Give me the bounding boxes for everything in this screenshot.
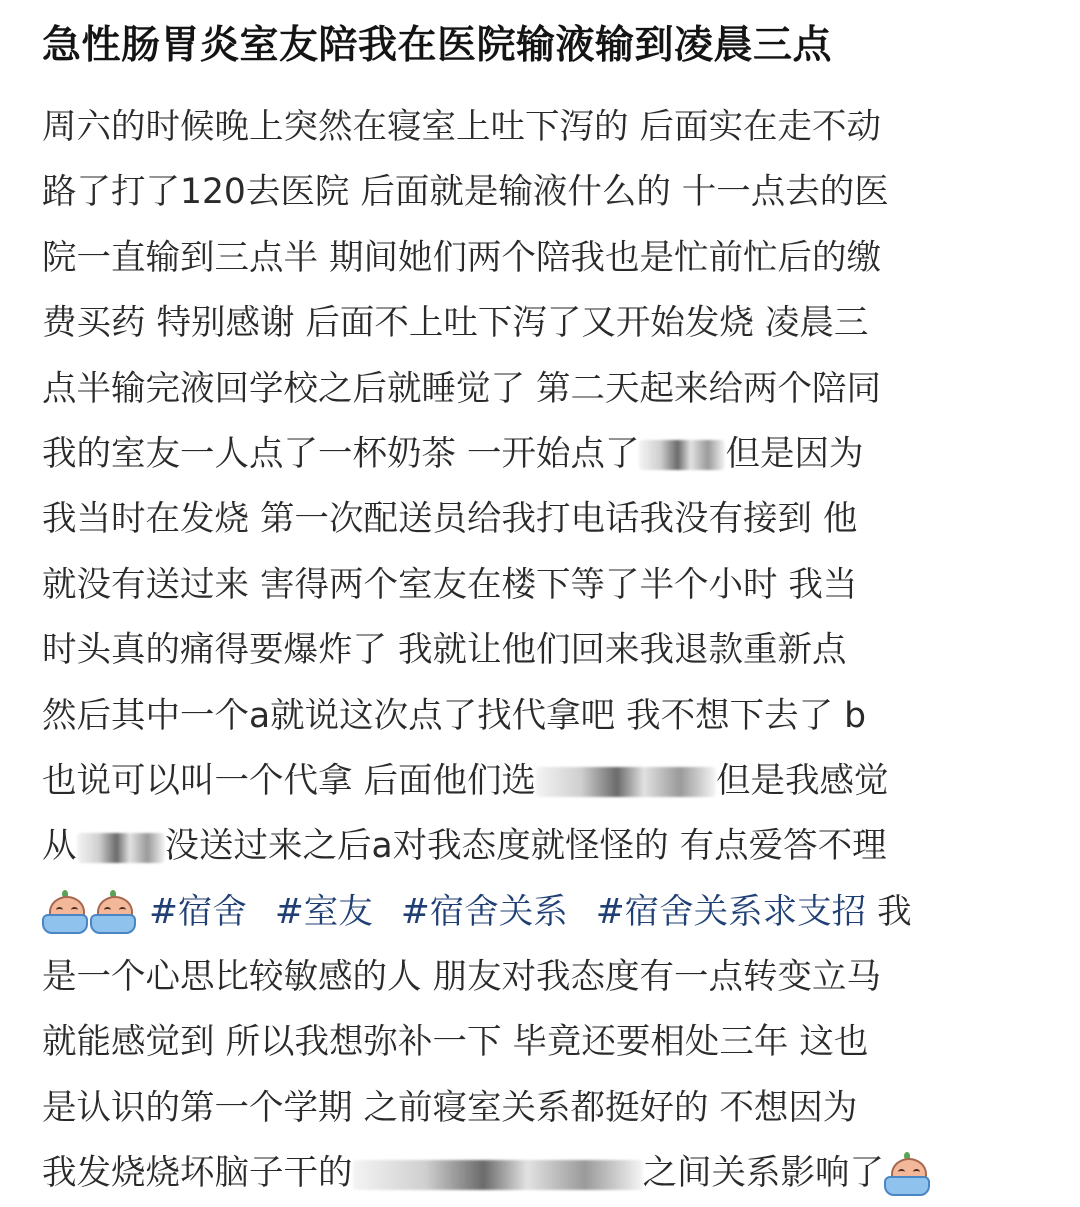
line-text: 但是因为 <box>725 433 864 474</box>
hashtag-dorm-relationship[interactable]: #宿舍关系 <box>400 891 568 932</box>
blurred-brand-name <box>639 440 725 470</box>
weibo-post <box>42 14 1042 1207</box>
body-line-1: 周六的时候晚上突然在寝室上吐下泻的 后面实在走不动 <box>42 107 881 147</box>
blurred-brand-name <box>536 767 716 797</box>
crying-in-bathtub-emoji <box>42 890 88 936</box>
body-line-14: 是一个心思比较敏感的人 朋友对我态度有一点转变立马 <box>42 957 881 998</box>
body-line-15: 就能感觉到 所以我想弥补一下 毕竟还要相处三年 这也 <box>42 1022 869 1063</box>
crying-in-bathtub-emoji <box>90 890 136 936</box>
line-text: 但是我感觉 <box>715 760 889 801</box>
post-title: 急性肠胃炎室友陪我在医院输液输到凌晨三点 <box>42 23 833 68</box>
body-line-12 <box>42 814 1042 879</box>
body-line-5: 点半输完液回学校之后就睡觉了 第二天起来给两个陪同 <box>42 368 881 409</box>
body-line-9: 时头真的痛得要爆炸了 我就让他们回来我退款重新点 <box>42 630 847 671</box>
blurred-watermark <box>353 1160 643 1190</box>
body-line-16: 是认识的第一个学期 之前寝室关系都挺好的 不想因为 <box>42 1087 858 1128</box>
post-body <box>42 95 1042 1207</box>
body-line-11 <box>42 749 1042 814</box>
line-text: 我发烧烧坏脑子干的 <box>42 1153 353 1194</box>
line-text: 没送过来之后a对我态度就怪怪的 有点爱答不理 <box>164 826 887 867</box>
body-line-10: 然后其中一个a就说这次点了找代拿吧 我不想下去了 b <box>42 695 866 736</box>
body-line-2: 路了打了120去医院 后面就是输液什么的 十一点去的医 <box>42 172 889 213</box>
line-text: 我的室友一人点了一杯奶茶 一开始点了 <box>42 433 640 474</box>
line-text: 从 <box>42 826 77 867</box>
body-line-7: 我当时在发烧 第一次配送员给我打电话我没有接到 他 <box>42 499 858 540</box>
line-text: 我 <box>877 891 912 932</box>
body-line-4: 费买药 特别感谢 后面不上吐下泻了又开始发烧 凌晨三 <box>42 303 869 344</box>
body-line-3: 院一直输到三点半 期间她们两个陪我也是忙前忙后的缴 <box>42 237 881 278</box>
body-line-17 <box>42 1141 1042 1206</box>
body-line-6 <box>42 422 1042 487</box>
hashtag-dorm-relationship-advice[interactable]: #宿舍关系求支招 <box>595 891 867 932</box>
body-line-8: 就没有送过来 害得两个室友在楼下等了半个小时 我当 <box>42 564 858 605</box>
crying-in-bathtub-emoji <box>884 1152 930 1198</box>
body-line-13 <box>42 880 1042 945</box>
blurred-brand-name <box>77 833 165 863</box>
line-text: 之间关系影响了 <box>642 1153 884 1194</box>
hashtag-dorm[interactable]: #宿舍 <box>148 891 247 932</box>
line-text: 也说可以叫一个代拿 后面他们选 <box>42 760 536 801</box>
hashtag-roommate[interactable]: #室友 <box>274 891 373 932</box>
